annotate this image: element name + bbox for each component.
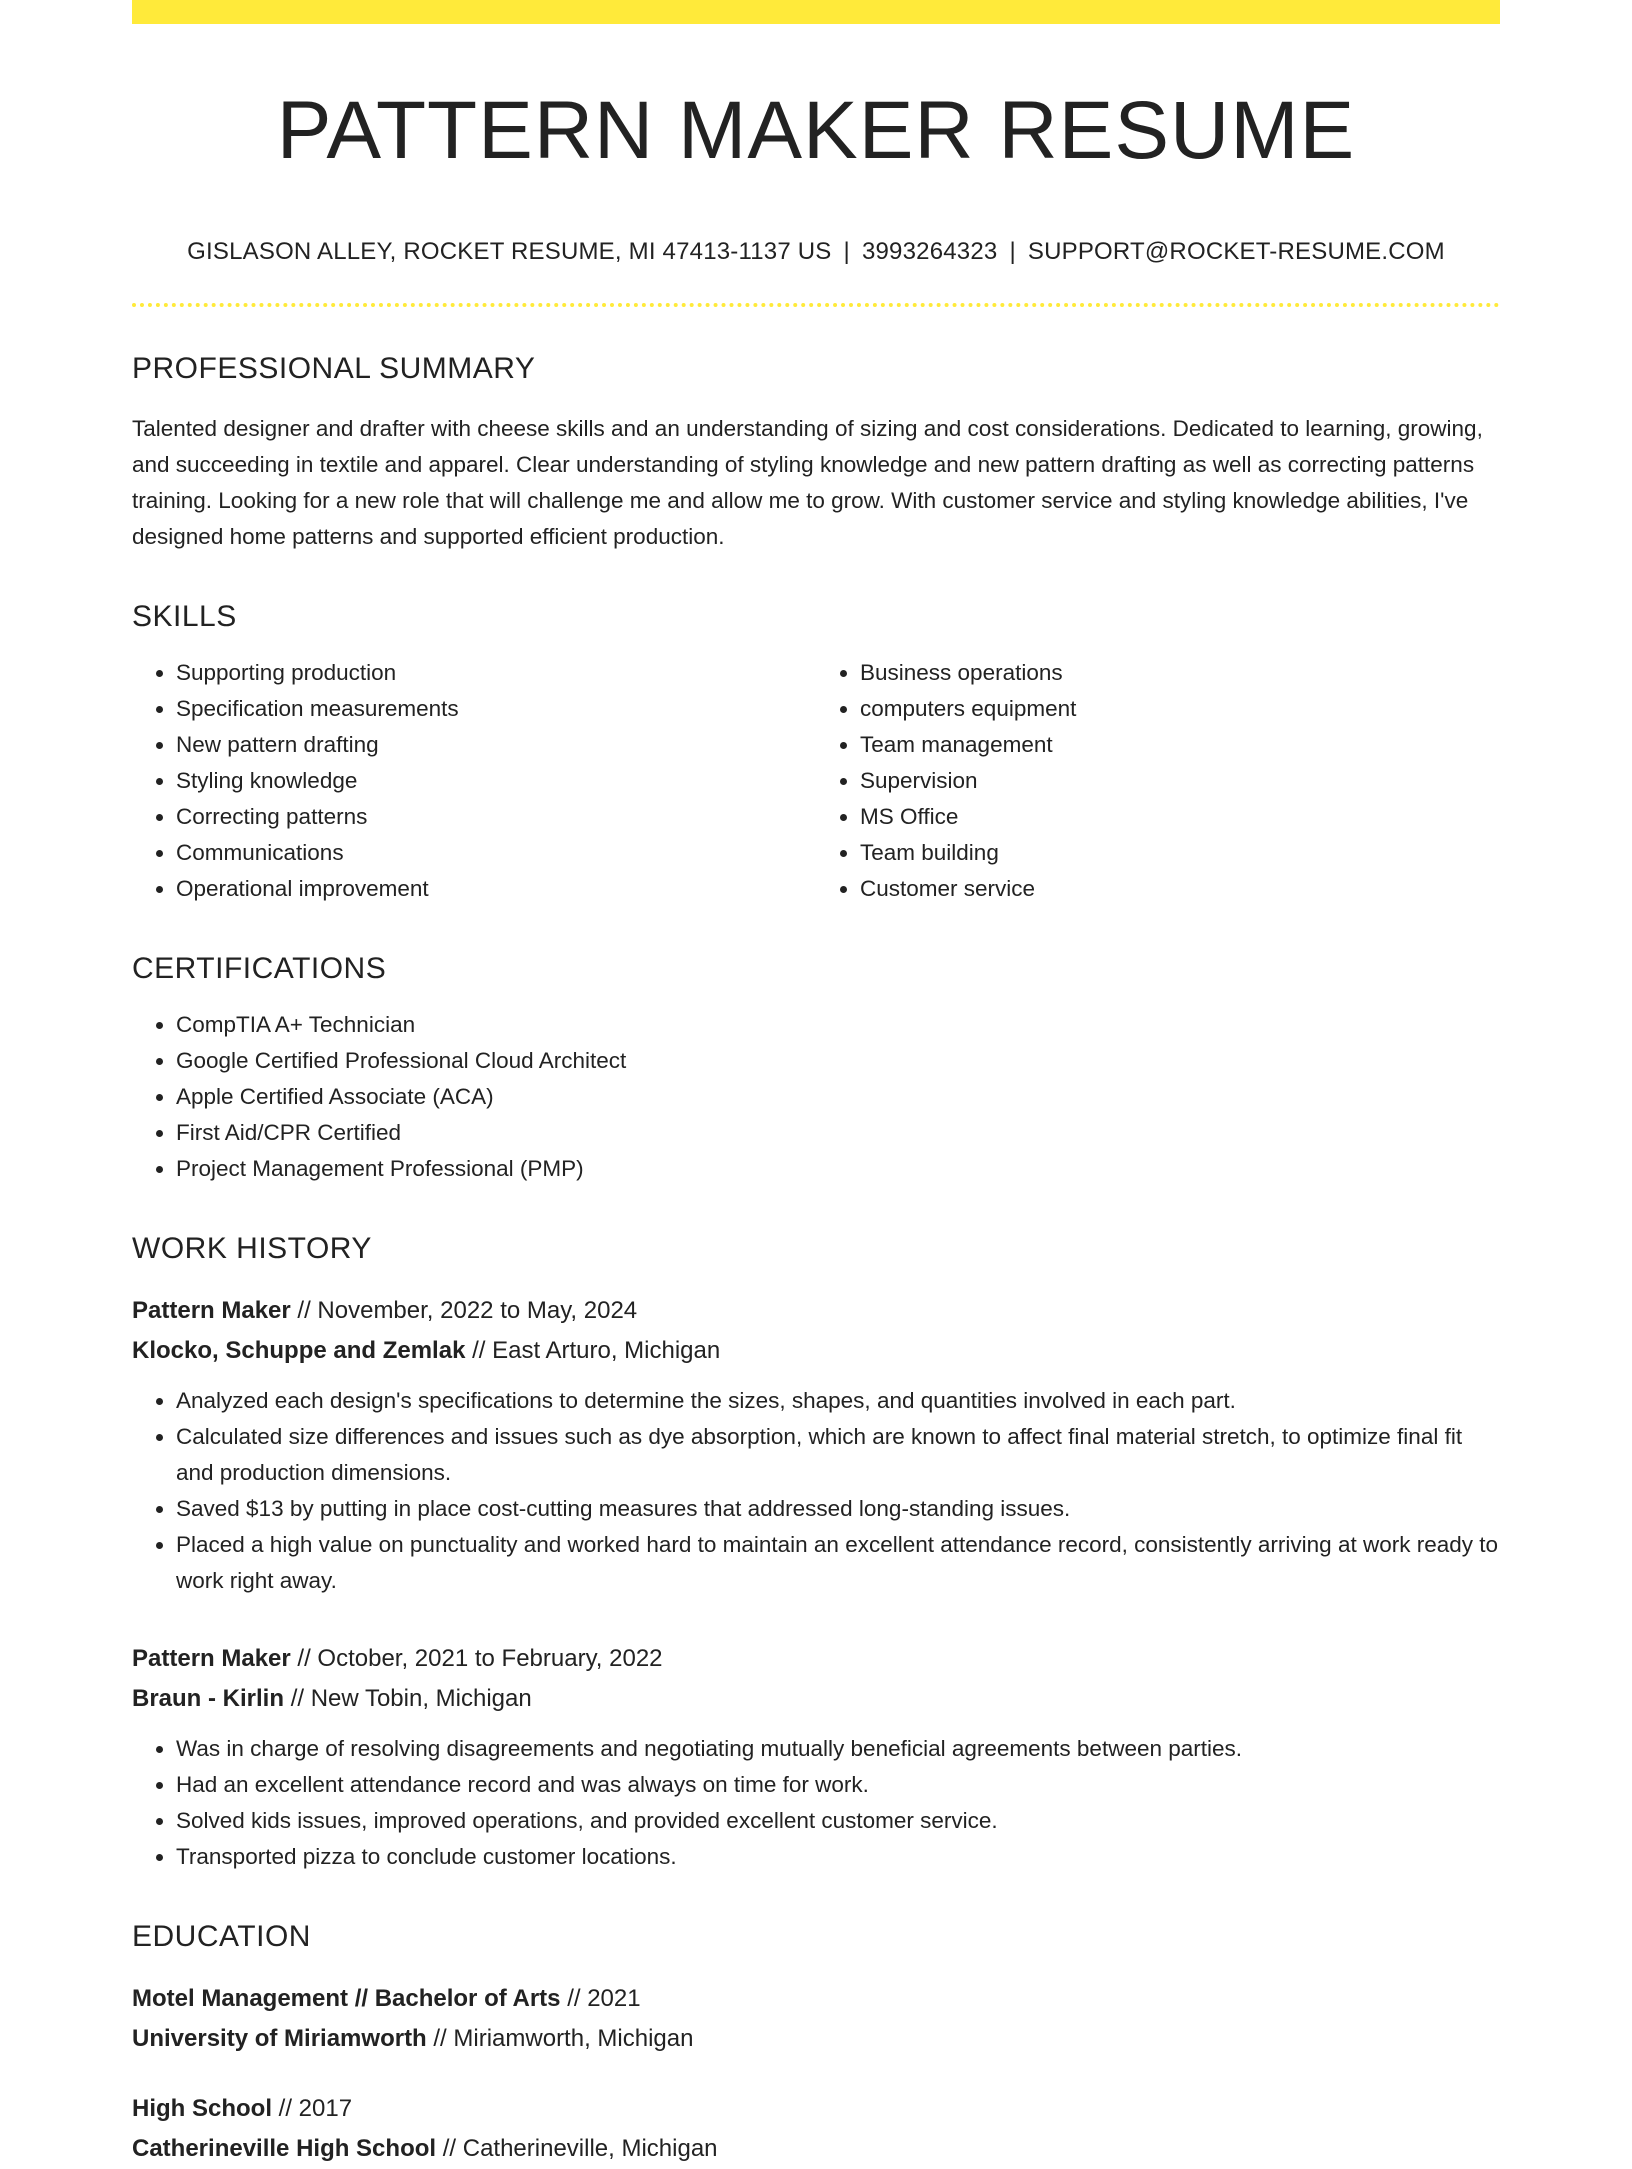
skills-left-column [132,655,816,907]
job-bullets [132,1383,1500,1599]
job-company: Klocko, Schuppe and Zemlak [132,1337,466,1365]
job-bullet: • Transported pizza to conclude customer locations. [176,1839,1500,1875]
certification-item: • Apple Certified Associate (ACA) [176,1079,1500,1115]
certification-item: • Google Certified Professional Cloud Architect [176,1043,1500,1079]
certifications-list [132,1007,1500,1187]
skills-heading: SKILLS [132,600,237,634]
certification-item: • First Aid/CPR Certified [176,1115,1500,1151]
education-school-line [132,2129,1500,2169]
job-location: // New Tobin, Michigan [290,1685,532,1713]
skills-right-column [816,655,1500,907]
contact-email: SUPPORT@ROCKET-RESUME.COM [1027,238,1445,266]
job-entry [132,1639,1500,1875]
contact-separator: | [1009,238,1016,266]
job-title: Pattern Maker [132,1645,291,1673]
job-title-line [132,1639,1500,1679]
job-bullet: • Placed a high value on punctuality and worked hard to maintain an excellent attendance record, consistently arriving at work ready to work right away. [176,1527,1500,1599]
job-bullet: • Solved kids issues, improved operations, and provided excellent customer service. [176,1803,1500,1839]
education-location: // Catherineville, Michigan [442,2135,718,2163]
contact-line [132,238,1500,266]
skill-item: • MS Office [860,799,1500,835]
education-degree: Motel Management // Bachelor of Arts [132,1985,561,2013]
top-accent-bar [132,0,1500,24]
education-degree-line [132,1979,1500,2019]
skill-item: • Styling knowledge [176,763,816,799]
job-dates: // November, 2022 to May, 2024 [297,1297,638,1325]
contact-address: GISLASON ALLEY, ROCKET RESUME, MI 47413-1137 US [187,238,832,266]
skill-item: • Supporting production [176,655,816,691]
education-degree-line [132,2089,1500,2129]
job-bullet: • Calculated size differences and issues such as dye absorption, which are known to affect final material stretch, to optimize final fit and production dimensions. [176,1419,1500,1491]
skills-list [132,635,1500,907]
education-year: // 2017 [278,2095,353,2123]
education-heading: EDUCATION [132,1920,311,1954]
job-entry [132,1291,1500,1599]
skill-item: • Team management [860,727,1500,763]
job-bullet: • Analyzed each design's specifications to determine the sizes, shapes, and quantities involved in each part. [176,1383,1500,1419]
certification-item: • Project Management Professional (PMP) [176,1151,1500,1187]
skill-item: • Business operations [860,655,1500,691]
education-year: // 2021 [567,1985,641,2013]
education-degree: High School [132,2095,272,2123]
job-bullet: • Saved $13 by putting in place cost-cutting measures that addressed long-standing issues. [176,1491,1500,1527]
dotted-divider [132,303,1500,307]
job-bullet: • Was in charge of resolving disagreements and negotiating mutually beneficial agreements between parties. [176,1731,1500,1767]
skill-item: • Communications [176,835,816,871]
certification-item: • CompTIA A+ Technician [176,1007,1500,1043]
contact-separator: | [843,238,850,266]
job-title-line [132,1291,1500,1331]
summary-text: Talented designer and drafter with cheese skills and an understanding of sizing and cost considerations. Dedicated to learning, growing, and succeeding in textile and apparel. Clear understanding of styling knowledge and new pattern drafting as well as correcting patterns training. Looking for a new role that will challenge me and allow me to grow. With customer service and styling knowledge abilities, I've designed home patterns and supported efficient production. [132,416,1483,550]
job-title: Pattern Maker [132,1297,291,1325]
job-dates: // October, 2021 to February, 2022 [297,1645,663,1673]
education-school: Catherineville High School [132,2135,437,2163]
job-company-line [132,1331,1500,1371]
resume-title: PATTERN MAKER RESUME [276,85,1356,176]
skill-item: • Supervision [860,763,1500,799]
skill-item: • Team building [860,835,1500,871]
contact-phone: 3993264323 [861,238,998,266]
job-bullets [132,1731,1500,1875]
skill-item: • Correcting patterns [176,799,816,835]
skill-item: • New pattern drafting [176,727,816,763]
job-bullet: • Had an excellent attendance record and was always on time for work. [176,1767,1500,1803]
summary-heading: PROFESSIONAL SUMMARY [132,352,536,386]
education-school: University of Miriamworth [132,2025,427,2053]
job-company-line [132,1679,1500,1719]
skill-item: • computers equipment [860,691,1500,727]
skill-item: • Operational improvement [176,871,816,907]
job-company: Braun - Kirlin [132,1685,285,1713]
job-location: // East Arturo, Michigan [472,1337,721,1365]
education-entry [132,2089,1500,2169]
education-location: // Miriamworth, Michigan [433,2025,694,2053]
resume-page [132,0,1500,2169]
skill-item: • Specification measurements [176,691,816,727]
skill-item: • Customer service [860,871,1500,907]
education-entry [132,1979,1500,2059]
certifications-heading: CERTIFICATIONS [132,952,387,986]
work-history-heading: WORK HISTORY [132,1232,372,1266]
education-school-line [132,2019,1500,2059]
